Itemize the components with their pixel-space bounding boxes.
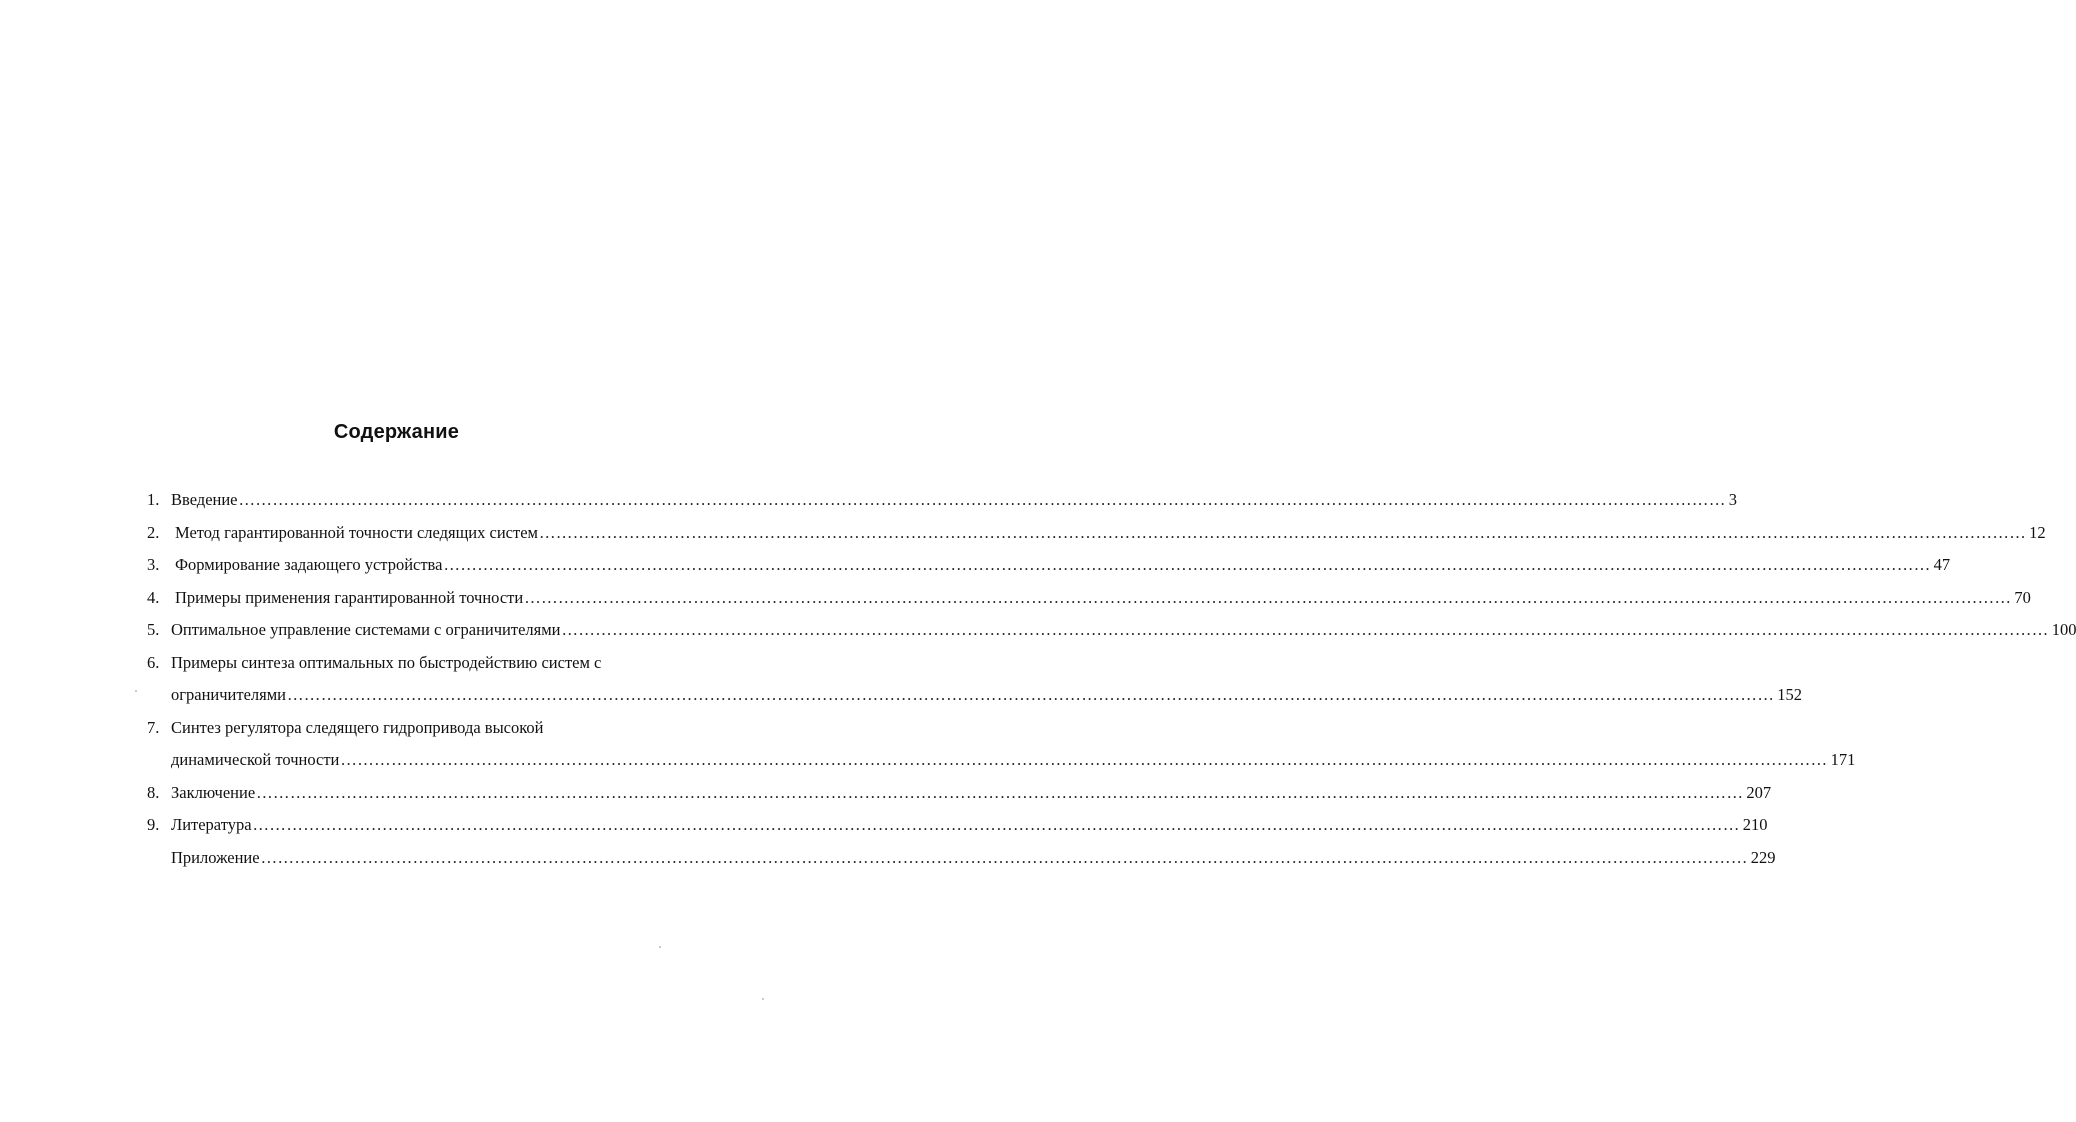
toc-entry-7[interactable] [147,712,720,745]
entry-number: 5. [147,620,160,639]
toc-entry-6[interactable] [147,647,720,680]
dot-leader: ………………………………………………………………………………………………………………………………………………………………………………………………………………………………………… [252,815,1740,834]
entry-title: Метод гарантированной точности следящих систем [175,517,539,550]
entry-title: Синтез регулятора следящего гидропривода высокой [171,717,544,737]
dot-leader: ………………………………………………………………………………………………………………………………………………………………………………………………………………………………………… [524,587,2012,607]
entry-title: Примеры синтеза оптимальных по быстродействию систем с [171,652,602,672]
table-of-contents [147,484,2076,874]
page-title: Содержание [333,421,460,443]
entry-page: 70 [2011,582,2031,615]
entry-page: 152 [1774,679,1802,712]
dot-leader: ………………………………………………………………………………………………………………………………………………………………………………………………………………………………………… [238,490,1726,509]
toc-entry-4[interactable] [147,582,2031,615]
dot-leader: ………………………………………………………………………………………………………………………………………………………………………………………………………………………………………… [538,522,2027,542]
entry-title: Введение [171,484,239,517]
entry-number: 3. [147,555,160,574]
entry-title: Приложение [171,842,261,875]
entry-number: 6. [147,652,160,672]
dot-leader: ………………………………………………………………………………………………………………………………………………………………………………………………………………………………………… [340,750,1828,769]
entry-title-continued: ограничителями [171,679,287,712]
entry-title: Формирование задающего устройства [175,549,443,582]
entry-title: Заключение [171,777,256,810]
entry-title-continued: динамической точности [171,744,340,777]
entry-number: 9. [147,815,160,834]
entry-number: 8. [147,782,160,802]
dot-leader: ………………………………………………………………………………………………………………………………………………………………………………………………………………………………………… [443,555,1931,574]
toc-entry-1[interactable] [147,484,1737,517]
scan-speck [135,690,137,692]
dot-leader: ………………………………………………………………………………………………………………………………………………………………………………………………………………………………………… [561,620,2049,639]
entry-title: Оптимальное управление системами с ограничителями [171,614,561,647]
entry-title: Примеры применения гарантированной точности [175,582,524,615]
toc-entry-3[interactable] [147,549,1951,582]
toc-entry-9[interactable] [147,809,1768,842]
entry-page: 229 [1748,842,1776,875]
entry-page: 3 [1726,484,1737,517]
toc-entry-6-continued[interactable] [147,679,1802,712]
toc-entry-2[interactable] [147,517,2046,550]
dot-leader: ………………………………………………………………………………………………………………………………………………………………………………………………………………………………………… [260,847,1748,867]
entry-title: Литература [171,809,253,842]
toc-entry-8[interactable] [147,777,1772,810]
entry-page: 100 [2049,614,2076,647]
dot-leader: ………………………………………………………………………………………………………………………………………………………………………………………………………………………………………… [287,685,1775,704]
entry-page: 207 [1743,777,1771,810]
entry-page: 171 [1828,744,1856,777]
scan-speck [762,998,764,1000]
entry-page: 47 [1931,549,1951,582]
toc-entry-7-continued[interactable] [147,744,1856,777]
dot-leader: ………………………………………………………………………………………………………………………………………………………………………………………………………………………………………… [256,782,1744,802]
entry-number: 1. [147,490,160,509]
toc-entry-5[interactable] [147,614,2076,647]
entry-page: 12 [2026,517,2046,550]
entry-number: 2. [147,522,160,542]
toc-entry-appendix[interactable] [147,842,1776,875]
entry-number: 7. [147,717,160,737]
scan-speck [659,946,661,948]
entry-number: 4. [147,587,160,607]
entry-page: 210 [1740,809,1768,842]
